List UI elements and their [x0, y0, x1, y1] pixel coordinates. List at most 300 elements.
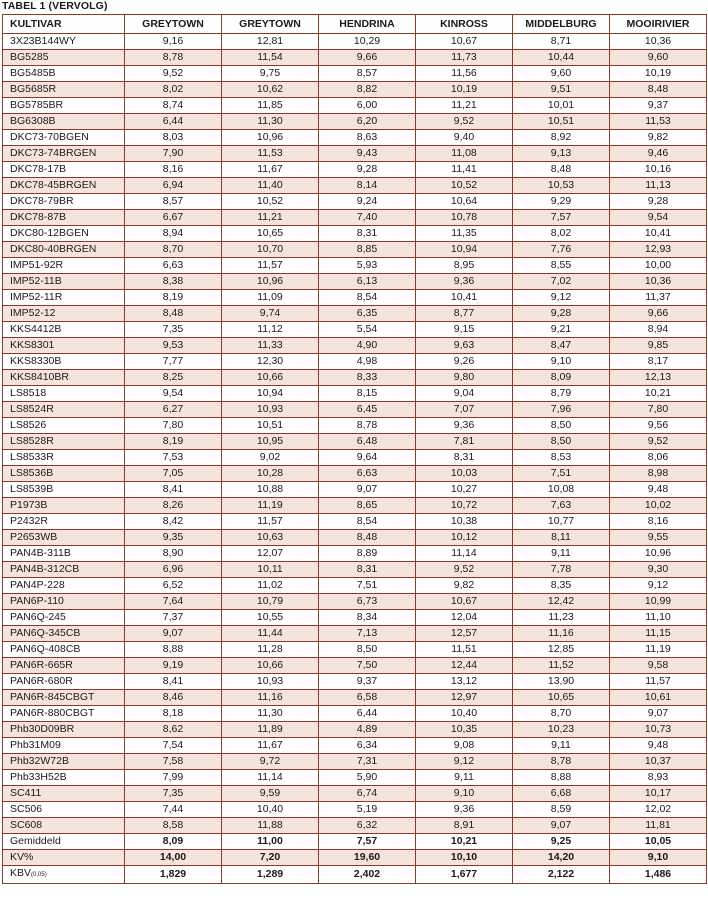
table-row — [3, 386, 707, 402]
value-cell: 8,98 — [610, 466, 707, 482]
value-cell: 9,07 — [513, 818, 610, 834]
value-cell: 11,33 — [222, 338, 319, 354]
value-cell: 11,67 — [222, 738, 319, 754]
table-row — [3, 210, 707, 226]
cultivar-name-cell: DKC78-87B — [3, 210, 125, 226]
value-cell: 9,26 — [416, 354, 513, 370]
cultivar-name-cell: DKC73-70BGEN — [3, 130, 125, 146]
value-cell: 9,40 — [416, 130, 513, 146]
value-cell: 4,98 — [319, 354, 416, 370]
cultivar-name-cell: PAN6Q-345CB — [3, 626, 125, 642]
value-cell: 9,36 — [416, 274, 513, 290]
value-cell: 9,16 — [125, 34, 222, 50]
value-cell: 11,16 — [513, 626, 610, 642]
value-cell: 6,44 — [125, 114, 222, 130]
table-row — [3, 610, 707, 626]
table-row — [3, 242, 707, 258]
value-cell: 9,52 — [416, 114, 513, 130]
value-cell: 8,09 — [513, 370, 610, 386]
cultivar-name-cell: PAN6R-880CBGT — [3, 706, 125, 722]
value-cell: 4,89 — [319, 722, 416, 738]
value-cell: 8,15 — [319, 386, 416, 402]
value-cell: 10,29 — [319, 34, 416, 50]
value-cell: 11,41 — [416, 162, 513, 178]
value-cell: 9,55 — [610, 530, 707, 546]
value-cell: 12,07 — [222, 546, 319, 562]
value-cell: 11,85 — [222, 98, 319, 114]
value-cell: 11,53 — [610, 114, 707, 130]
value-cell: 11,30 — [222, 706, 319, 722]
summary-row — [3, 866, 707, 884]
value-cell: 8,57 — [125, 194, 222, 210]
value-cell: 6,58 — [319, 690, 416, 706]
value-cell: 8,48 — [319, 530, 416, 546]
value-cell: 8,48 — [125, 306, 222, 322]
value-cell: 10,16 — [610, 162, 707, 178]
cultivar-name-cell: KKS4412B — [3, 322, 125, 338]
value-cell: 10,51 — [513, 114, 610, 130]
value-cell: 9,11 — [513, 738, 610, 754]
value-cell: 7,50 — [319, 658, 416, 674]
value-cell: 8,54 — [319, 514, 416, 530]
value-cell: 11,54 — [222, 50, 319, 66]
cultivar-name-cell: SC608 — [3, 818, 125, 834]
table-row — [3, 690, 707, 706]
cultivar-name-cell: PAN6R-680R — [3, 674, 125, 690]
value-cell: 8,41 — [125, 674, 222, 690]
value-cell: 8,70 — [125, 242, 222, 258]
value-cell: 10,99 — [610, 594, 707, 610]
value-cell: 9,30 — [610, 562, 707, 578]
value-cell: 11,44 — [222, 626, 319, 642]
cultivar-name-cell: P2653WB — [3, 530, 125, 546]
value-cell: 10,95 — [222, 434, 319, 450]
value-cell: 11,57 — [222, 514, 319, 530]
value-cell: 8,92 — [513, 130, 610, 146]
value-cell: 9,24 — [319, 194, 416, 210]
value-cell: 10,53 — [513, 178, 610, 194]
value-cell: 11,88 — [222, 818, 319, 834]
value-cell: 8,54 — [319, 290, 416, 306]
table-row — [3, 226, 707, 242]
table-row — [3, 450, 707, 466]
value-cell: 10,12 — [416, 530, 513, 546]
cultivar-name-cell: Phb30D09BR — [3, 722, 125, 738]
value-cell: 10,52 — [416, 178, 513, 194]
cultivar-name-cell: DKC78-17B — [3, 162, 125, 178]
value-cell: 9,52 — [125, 66, 222, 82]
cultivar-name-cell: DKC78-45BRGEN — [3, 178, 125, 194]
value-cell: 7,76 — [513, 242, 610, 258]
value-cell: 7,78 — [513, 562, 610, 578]
value-cell: 7,99 — [125, 770, 222, 786]
value-cell: 6,73 — [319, 594, 416, 610]
value-cell: 8,82 — [319, 82, 416, 98]
value-cell: 7,96 — [513, 402, 610, 418]
value-cell: 7,44 — [125, 802, 222, 818]
cultivar-name-cell: BG5685R — [3, 82, 125, 98]
cultivar-name-cell: LS8526 — [3, 418, 125, 434]
value-cell: 7,53 — [125, 450, 222, 466]
table-row — [3, 562, 707, 578]
value-cell: 5,19 — [319, 802, 416, 818]
cultivar-name-cell: KKS8301 — [3, 338, 125, 354]
table-row — [3, 290, 707, 306]
value-cell: 10,27 — [416, 482, 513, 498]
value-cell: 6,74 — [319, 786, 416, 802]
value-cell: 8,71 — [513, 34, 610, 50]
value-cell: 8,94 — [610, 322, 707, 338]
value-cell: 7,31 — [319, 754, 416, 770]
value-cell: 11,19 — [222, 498, 319, 514]
value-cell: 10,93 — [222, 402, 319, 418]
value-cell: 9,02 — [222, 450, 319, 466]
value-cell: 8,31 — [319, 226, 416, 242]
table-row — [3, 274, 707, 290]
value-cell: 8,42 — [125, 514, 222, 530]
value-cell: 10,35 — [416, 722, 513, 738]
value-cell: 10,72 — [416, 498, 513, 514]
value-cell: 11,30 — [222, 114, 319, 130]
value-cell: 11,52 — [513, 658, 610, 674]
value-cell: 9,60 — [610, 50, 707, 66]
table-row — [3, 770, 707, 786]
value-cell: 10,96 — [222, 274, 319, 290]
value-cell: 10,51 — [222, 418, 319, 434]
value-cell: 6,48 — [319, 434, 416, 450]
value-cell: 11,53 — [222, 146, 319, 162]
column-header-kultivar: KULTIVAR — [3, 15, 125, 34]
table-row — [3, 178, 707, 194]
value-cell: 13,12 — [416, 674, 513, 690]
value-cell: 6,96 — [125, 562, 222, 578]
value-cell: 8,03 — [125, 130, 222, 146]
value-cell: 11,23 — [513, 610, 610, 626]
value-cell: 11,73 — [416, 50, 513, 66]
table-row — [3, 66, 707, 82]
value-cell: 9,48 — [610, 738, 707, 754]
value-cell: 10,41 — [610, 226, 707, 242]
table-caption: TABEL 1 (VERVOLG) — [2, 0, 108, 12]
value-cell: 10,96 — [222, 130, 319, 146]
value-cell: 8,78 — [125, 50, 222, 66]
cultivar-name-cell: PAN6Q-408CB — [3, 642, 125, 658]
value-cell: 9,07 — [319, 482, 416, 498]
summary-value-cell: 1,829 — [125, 866, 222, 884]
value-cell: 12,85 — [513, 642, 610, 658]
value-cell: 8,38 — [125, 274, 222, 290]
cultivar-name-cell: LS8536B — [3, 466, 125, 482]
value-cell: 9,04 — [416, 386, 513, 402]
value-cell: 11,13 — [610, 178, 707, 194]
summary-value-cell: 1,289 — [222, 866, 319, 884]
value-cell: 10,63 — [222, 530, 319, 546]
value-cell: 8,46 — [125, 690, 222, 706]
value-cell: 12,81 — [222, 34, 319, 50]
value-cell: 10,79 — [222, 594, 319, 610]
value-cell: 9,54 — [125, 386, 222, 402]
value-cell: 10,67 — [416, 594, 513, 610]
summary-value-cell: 9,25 — [513, 834, 610, 850]
value-cell: 8,50 — [513, 418, 610, 434]
value-cell: 6,27 — [125, 402, 222, 418]
value-cell: 10,77 — [513, 514, 610, 530]
table-row — [3, 802, 707, 818]
value-cell: 8,65 — [319, 498, 416, 514]
summary-row — [3, 834, 707, 850]
value-cell: 8,17 — [610, 354, 707, 370]
value-cell: 12,57 — [416, 626, 513, 642]
value-cell: 8,19 — [125, 434, 222, 450]
value-cell: 10,28 — [222, 466, 319, 482]
value-cell: 6,45 — [319, 402, 416, 418]
table-row — [3, 530, 707, 546]
value-cell: 9,60 — [513, 66, 610, 82]
cultivar-name-cell: IMP52-11B — [3, 274, 125, 290]
value-cell: 7,54 — [125, 738, 222, 754]
value-cell: 8,95 — [416, 258, 513, 274]
summary-value-cell: 10,05 — [610, 834, 707, 850]
value-cell: 8,35 — [513, 578, 610, 594]
table-row — [3, 466, 707, 482]
value-cell: 7,57 — [513, 210, 610, 226]
value-cell: 9,48 — [610, 482, 707, 498]
value-cell: 9,35 — [125, 530, 222, 546]
summary-value-cell: 7,20 — [222, 850, 319, 866]
cultivar-name-cell: SC411 — [3, 786, 125, 802]
table-row — [3, 658, 707, 674]
value-cell: 9,08 — [416, 738, 513, 754]
value-cell: 7,64 — [125, 594, 222, 610]
value-cell: 9,74 — [222, 306, 319, 322]
summary-label: Gemiddeld — [10, 835, 61, 847]
value-cell: 12,97 — [416, 690, 513, 706]
cultivar-name-cell: LS8518 — [3, 386, 125, 402]
value-cell: 9,63 — [416, 338, 513, 354]
cultivar-name-cell: Phb32W72B — [3, 754, 125, 770]
value-cell: 10,01 — [513, 98, 610, 114]
value-cell: 11,40 — [222, 178, 319, 194]
value-cell: 9,28 — [513, 306, 610, 322]
value-cell: 9,10 — [513, 354, 610, 370]
value-cell: 8,59 — [513, 802, 610, 818]
value-cell: 8,48 — [513, 162, 610, 178]
value-cell: 10,66 — [222, 370, 319, 386]
table-row — [3, 546, 707, 562]
value-cell: 6,34 — [319, 738, 416, 754]
value-cell: 9,19 — [125, 658, 222, 674]
table-row — [3, 738, 707, 754]
value-cell: 7,90 — [125, 146, 222, 162]
value-cell: 9,29 — [513, 194, 610, 210]
value-cell: 8,02 — [125, 82, 222, 98]
value-cell: 10,00 — [610, 258, 707, 274]
value-cell: 8,47 — [513, 338, 610, 354]
data-table — [2, 14, 707, 884]
value-cell: 9,15 — [416, 322, 513, 338]
table-row — [3, 82, 707, 98]
column-header-mooirivier: MOOIRIVIER — [610, 15, 707, 34]
column-header-hendrina: HENDRINA — [319, 15, 416, 34]
value-cell: 8,62 — [125, 722, 222, 738]
table-row — [3, 674, 707, 690]
table-row — [3, 354, 707, 370]
value-cell: 9,11 — [513, 546, 610, 562]
value-cell: 11,35 — [416, 226, 513, 242]
cultivar-name-cell: DKC73-74BRGEN — [3, 146, 125, 162]
summary-label-subscript: (0,05) — [31, 872, 47, 878]
cultivar-name-cell: IMP51-92R — [3, 258, 125, 274]
table-row — [3, 626, 707, 642]
value-cell: 8,88 — [513, 770, 610, 786]
value-cell: 8,14 — [319, 178, 416, 194]
value-cell: 10,65 — [222, 226, 319, 242]
value-cell: 12,13 — [610, 370, 707, 386]
cultivar-name-cell: IMP52-11R — [3, 290, 125, 306]
value-cell: 9,43 — [319, 146, 416, 162]
value-cell: 11,28 — [222, 642, 319, 658]
table-row — [3, 818, 707, 834]
value-cell: 12,30 — [222, 354, 319, 370]
table-row — [3, 786, 707, 802]
value-cell: 10,02 — [610, 498, 707, 514]
value-cell: 11,16 — [222, 690, 319, 706]
value-cell: 9,28 — [319, 162, 416, 178]
value-cell: 6,52 — [125, 578, 222, 594]
summary-value-cell: 7,57 — [319, 834, 416, 850]
value-cell: 8,33 — [319, 370, 416, 386]
value-cell: 7,81 — [416, 434, 513, 450]
value-cell: 7,63 — [513, 498, 610, 514]
value-cell: 9,13 — [513, 146, 610, 162]
value-cell: 10,55 — [222, 610, 319, 626]
value-cell: 12,44 — [416, 658, 513, 674]
value-cell: 8,19 — [125, 290, 222, 306]
value-cell: 11,51 — [416, 642, 513, 658]
column-header-greytown-2: GREYTOWN — [222, 15, 319, 34]
value-cell: 8,16 — [125, 162, 222, 178]
table-row — [3, 482, 707, 498]
value-cell: 7,07 — [416, 402, 513, 418]
value-cell: 8,18 — [125, 706, 222, 722]
cultivar-name-cell: BG5485B — [3, 66, 125, 82]
value-cell: 11,14 — [222, 770, 319, 786]
value-cell: 10,65 — [513, 690, 610, 706]
value-cell: 6,20 — [319, 114, 416, 130]
value-cell: 10,61 — [610, 690, 707, 706]
table-row — [3, 754, 707, 770]
value-cell: 7,05 — [125, 466, 222, 482]
value-cell: 8,89 — [319, 546, 416, 562]
value-cell: 6,63 — [125, 258, 222, 274]
value-cell: 9,37 — [610, 98, 707, 114]
cultivar-name-cell: P2432R — [3, 514, 125, 530]
value-cell: 10,36 — [610, 274, 707, 290]
value-cell: 11,08 — [416, 146, 513, 162]
value-cell: 9,12 — [610, 578, 707, 594]
cultivar-name-cell: PAN6P-110 — [3, 594, 125, 610]
value-cell: 10,94 — [416, 242, 513, 258]
summary-value-cell: 1,677 — [416, 866, 513, 884]
value-cell: 8,11 — [513, 530, 610, 546]
column-header-middelburg: MIDDELBURG — [513, 15, 610, 34]
value-cell: 11,57 — [222, 258, 319, 274]
value-cell: 8,85 — [319, 242, 416, 258]
value-cell: 6,94 — [125, 178, 222, 194]
table-row — [3, 706, 707, 722]
cultivar-name-cell: LS8528R — [3, 434, 125, 450]
value-cell: 7,37 — [125, 610, 222, 626]
value-cell: 8,90 — [125, 546, 222, 562]
value-cell: 7,35 — [125, 786, 222, 802]
cultivar-name-cell: LS8539B — [3, 482, 125, 498]
value-cell: 9,11 — [416, 770, 513, 786]
summary-label: KV% — [10, 851, 34, 863]
cultivar-name-cell: PAN4B-312CB — [3, 562, 125, 578]
cultivar-name-cell: BG5785BR — [3, 98, 125, 114]
value-cell: 8,74 — [125, 98, 222, 114]
value-cell: 8,48 — [610, 82, 707, 98]
value-cell: 11,09 — [222, 290, 319, 306]
value-cell: 10,17 — [610, 786, 707, 802]
table-row — [3, 114, 707, 130]
value-cell: 10,62 — [222, 82, 319, 98]
value-cell: 7,51 — [513, 466, 610, 482]
value-cell: 7,35 — [125, 322, 222, 338]
table-row — [3, 194, 707, 210]
summary-label-cell — [3, 850, 125, 866]
column-header-greytown-1: GREYTOWN — [125, 15, 222, 34]
table-row — [3, 322, 707, 338]
value-cell: 9,46 — [610, 146, 707, 162]
value-cell: 8,78 — [513, 754, 610, 770]
table-row — [3, 722, 707, 738]
value-cell: 6,32 — [319, 818, 416, 834]
table-row — [3, 162, 707, 178]
value-cell: 11,81 — [610, 818, 707, 834]
value-cell: 9,64 — [319, 450, 416, 466]
value-cell: 10,64 — [416, 194, 513, 210]
value-cell: 9,80 — [416, 370, 513, 386]
value-cell: 9,75 — [222, 66, 319, 82]
value-cell: 6,63 — [319, 466, 416, 482]
value-cell: 9,51 — [513, 82, 610, 98]
summary-value-cell: 14,00 — [125, 850, 222, 866]
value-cell: 11,02 — [222, 578, 319, 594]
value-cell: 9,12 — [513, 290, 610, 306]
value-cell: 8,63 — [319, 130, 416, 146]
value-cell: 10,08 — [513, 482, 610, 498]
value-cell: 10,19 — [610, 66, 707, 82]
value-cell: 8,77 — [416, 306, 513, 322]
value-cell: 10,70 — [222, 242, 319, 258]
value-cell: 4,90 — [319, 338, 416, 354]
table-row — [3, 258, 707, 274]
value-cell: 9,82 — [610, 130, 707, 146]
value-cell: 9,54 — [610, 210, 707, 226]
cultivar-name-cell: BG5285 — [3, 50, 125, 66]
value-cell: 10,40 — [416, 706, 513, 722]
value-cell: 8,57 — [319, 66, 416, 82]
table-row — [3, 338, 707, 354]
table-row — [3, 50, 707, 66]
value-cell: 9,82 — [416, 578, 513, 594]
value-cell: 12,42 — [513, 594, 610, 610]
value-cell: 13,90 — [513, 674, 610, 690]
summary-value-cell: 14,20 — [513, 850, 610, 866]
value-cell: 11,21 — [416, 98, 513, 114]
summary-value-cell: 2,122 — [513, 866, 610, 884]
